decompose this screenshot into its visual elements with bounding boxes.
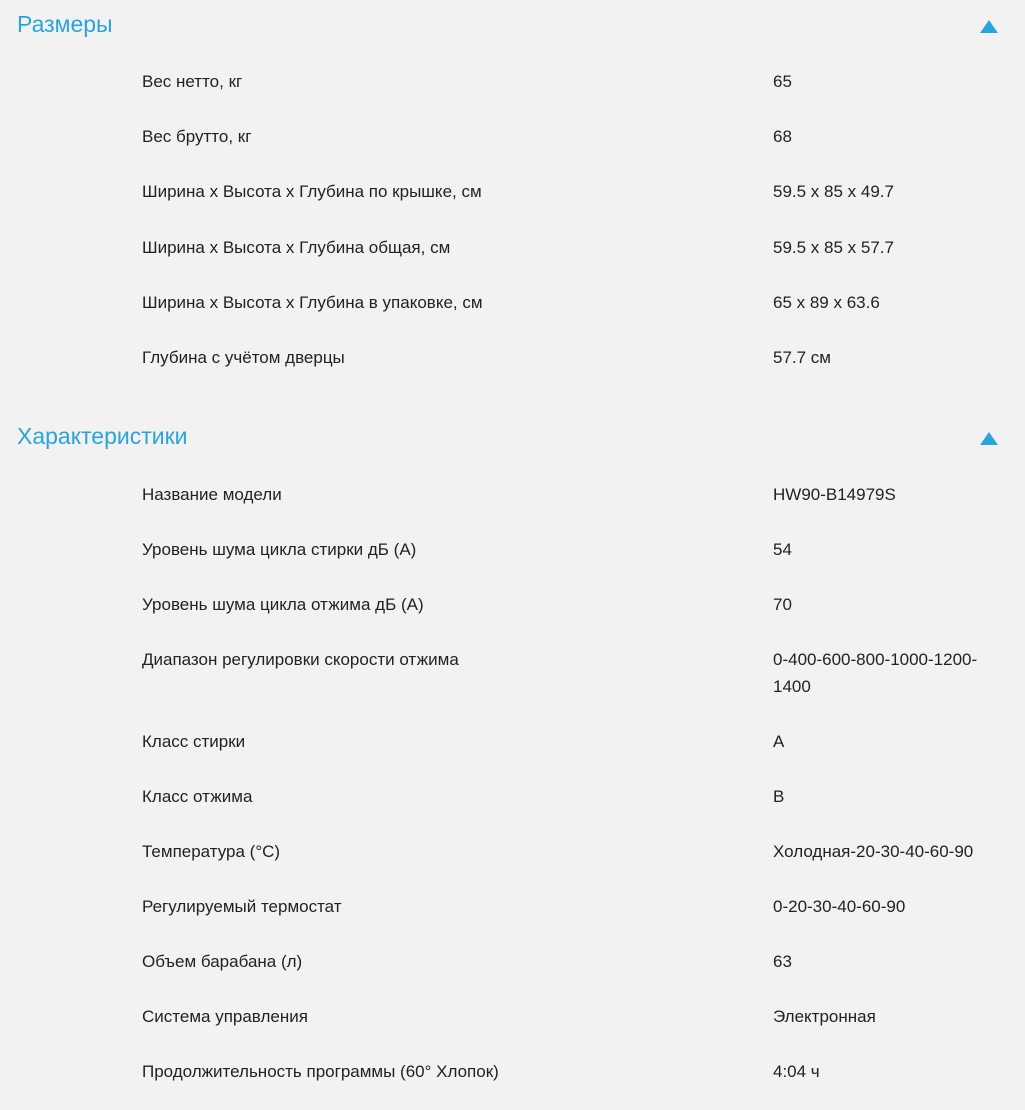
spec-label: Температура (°C) <box>142 842 281 861</box>
spec-value: HW90-B14979S <box>773 485 896 504</box>
spec-value: B <box>773 787 785 806</box>
spec-label: Регулируемый термостат <box>142 897 342 916</box>
spec-label: Уровень шума цикла отжима дБ (А) <box>142 595 424 614</box>
spec-value: 0-20-30-40-60-90 <box>773 897 906 916</box>
spec-value: 63 <box>773 952 792 971</box>
spec-label: Название модели <box>142 485 282 504</box>
section-header-dimensions[interactable] <box>0 0 1025 50</box>
section-dimensions <box>0 0 1025 367</box>
spec-value: Холодная-20-30-40-60-90 <box>773 842 974 861</box>
spec-label: Объем барабана (л) <box>142 952 303 971</box>
section-title: Размеры <box>17 11 113 37</box>
spec-label: Диапазон регулировки скорости отжима <box>142 650 459 669</box>
spec-value: 57.7 см <box>773 348 831 367</box>
triangle-up-icon[interactable] <box>980 20 998 33</box>
section-characteristics <box>0 412 1025 1081</box>
spec-value: Электронная <box>773 1007 876 1026</box>
spec-value: 59.5 x 85 x 57.7 <box>773 238 894 257</box>
spec-label: Система управления <box>142 1007 308 1026</box>
spec-label: Ширина x Высота x Глубина в упаковке, см <box>142 293 483 312</box>
spec-value: 54 <box>773 540 792 559</box>
section-header-characteristics[interactable] <box>0 412 1025 462</box>
spec-label: Продолжительность программы (60° Хлопок) <box>142 1062 499 1081</box>
spec-value: 65 <box>773 72 792 91</box>
spec-value: A <box>773 732 785 751</box>
spec-value: 0-400-600-800-1000-1200-1400 <box>773 650 978 696</box>
spec-label: Уровень шума цикла стирки дБ (А) <box>142 540 417 559</box>
spec-label: Глубина с учётом дверцы <box>142 348 345 367</box>
spec-value: 68 <box>773 127 792 146</box>
triangle-up-icon[interactable] <box>980 432 998 445</box>
section-title: Характеристики <box>17 423 188 449</box>
spec-value: 4:04 ч <box>773 1062 820 1081</box>
spec-label: Класс стирки <box>142 732 246 751</box>
spec-value: 70 <box>773 595 792 614</box>
spec-label: Ширина x Высота x Глубина общая, см <box>142 238 451 257</box>
spec-label: Вес нетто, кг <box>142 72 243 91</box>
spec-label: Ширина x Высота x Глубина по крышке, см <box>142 182 482 201</box>
spec-label: Вес брутто, кг <box>142 127 252 146</box>
spec-value: 65 x 89 x 63.6 <box>773 293 880 312</box>
spec-label: Класс отжима <box>142 787 253 806</box>
spec-value: 59.5 x 85 x 49.7 <box>773 182 894 201</box>
